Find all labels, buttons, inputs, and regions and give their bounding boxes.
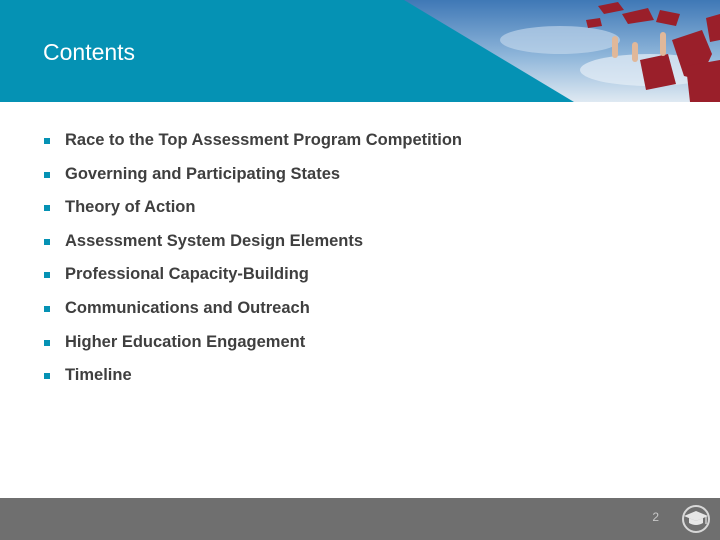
square-bullet-icon	[44, 239, 50, 245]
square-bullet-icon	[44, 340, 50, 346]
list-item-label: Professional Capacity-Building	[65, 265, 309, 284]
square-bullet-icon	[44, 373, 50, 379]
list-item	[43, 124, 683, 158]
list-item-label: Race to the Top Assessment Program Competition	[65, 131, 462, 149]
mortarboard-logo-icon	[680, 504, 712, 534]
list-item-label: Communications and Outreach	[65, 298, 310, 317]
list-item-label: Assessment System Design Elements	[65, 231, 364, 250]
list-item	[43, 191, 683, 225]
list-item-label: Higher Education Engagement	[65, 332, 306, 351]
list-item-label: Governing and Participating States	[65, 164, 341, 183]
list-item	[43, 292, 683, 326]
page-number: 2	[652, 510, 659, 524]
square-bullet-icon	[44, 306, 50, 312]
list-item	[43, 326, 683, 360]
square-bullet-icon	[44, 138, 50, 144]
contents-list	[43, 124, 683, 393]
slide-title: Contents	[43, 39, 136, 65]
list-item	[43, 359, 683, 393]
list-item	[43, 225, 683, 259]
slide-header	[0, 0, 720, 102]
square-bullet-icon	[44, 205, 50, 211]
square-bullet-icon	[44, 272, 50, 278]
list-item	[43, 258, 683, 292]
list-item-label: Timeline	[65, 366, 132, 385]
slide-footer	[0, 498, 720, 540]
square-bullet-icon	[44, 172, 50, 178]
list-item-label: Theory of Action	[65, 198, 196, 217]
list-item	[43, 158, 683, 192]
